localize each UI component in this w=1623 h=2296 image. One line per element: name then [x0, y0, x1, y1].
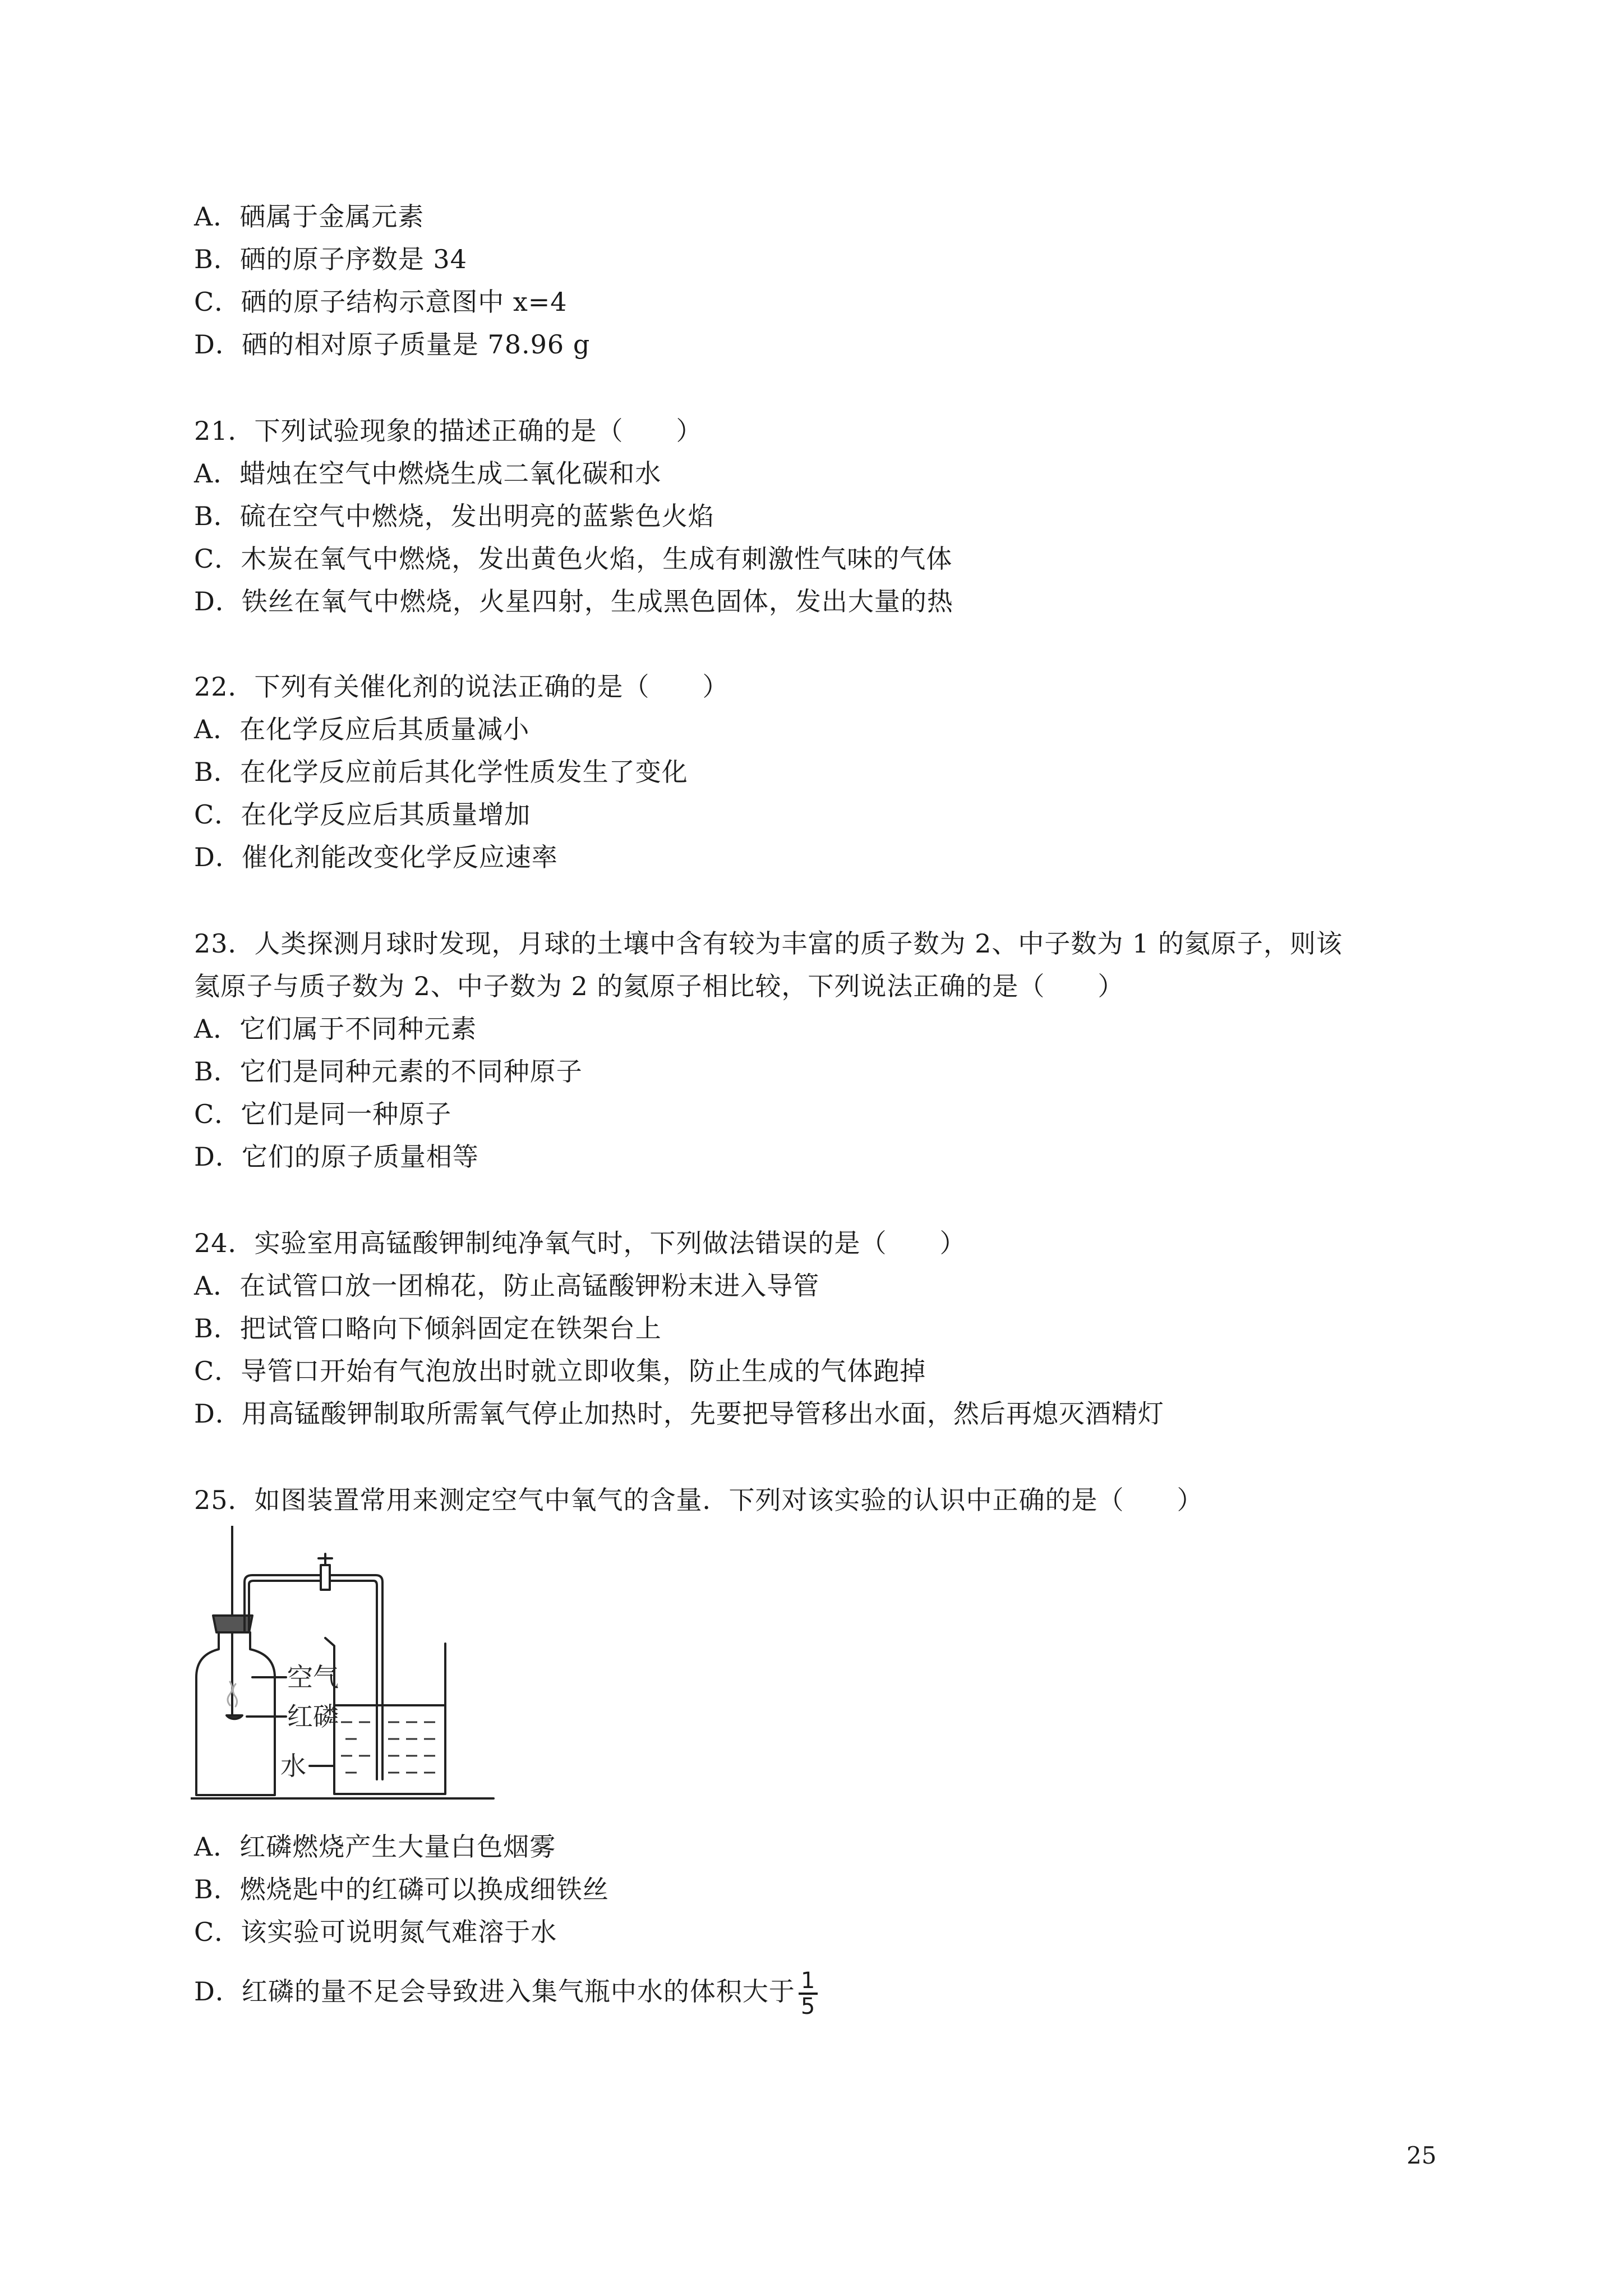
beaker	[325, 1638, 445, 1794]
q25-option-d	[194, 1969, 818, 2018]
oxygen-content-apparatus-figure	[191, 1526, 505, 1818]
q22-stem: 22．下列有关催化剂的说法正确的是（ ）	[194, 671, 729, 702]
q23-option-b: B．它们是同种元素的不同种原子	[194, 1056, 583, 1087]
q25-option-b: B．燃烧匙中的红磷可以换成细铁丝	[194, 1874, 609, 1904]
q24-stem: 24．实验室用高锰酸钾制纯净氧气时，下列做法错误的是（ ）	[194, 1228, 966, 1258]
label-water: 水	[280, 1751, 306, 1781]
q21-option-b: B．硫在空气中燃烧，发出明亮的蓝紫色火焰	[194, 501, 714, 531]
q24-option-b: B．把试管口略向下倾斜固定在铁架台上	[194, 1313, 662, 1343]
label-red-phosphorus: 红磷	[287, 1701, 339, 1732]
q20-option-b: B．硒的原子序数是 34	[194, 244, 467, 274]
q25-option-c: C．该实验可说明氮气难溶于水	[194, 1917, 557, 1947]
q21-option-d: D．铁丝在氧气中燃烧，火星四射，生成黑色固体，发出大量的热	[194, 586, 953, 616]
q21-stem: 21．下列试验现象的描述正确的是（ ）	[194, 416, 703, 446]
q20-option-a: A．硒属于金属元素	[194, 201, 425, 232]
one-fifth-fraction	[799, 1969, 818, 2018]
q21-option-a: A．蜡烛在空气中燃烧生成二氧化碳和水	[194, 458, 662, 489]
q22-option-a: A．在化学反应后其质量减小	[194, 714, 530, 744]
combustion-spoon	[227, 1715, 242, 1719]
page-number: 25	[1407, 2142, 1437, 2169]
q24-option-c: C．导管口开始有气泡放出时就立即收集，防止生成的气体跑掉	[194, 1356, 926, 1386]
q22-option-b: B．在化学反应前后其化学性质发生了变化	[194, 757, 688, 787]
q25-option-d-text: D．红磷的量不足会导致进入集气瓶中水的体积大于	[194, 1976, 795, 2007]
q25-option-a: A．红磷燃烧产生大量白色烟雾	[194, 1832, 556, 1862]
q22-option-c: C．在化学反应后其质量增加	[194, 799, 531, 830]
label-air: 空气	[287, 1662, 339, 1692]
q24-option-a: A．在试管口放一团棉花，防止高锰酸钾粉末进入导管	[194, 1271, 820, 1301]
water-hatching	[341, 1722, 435, 1773]
q23-stem-line1: 23．人类探测月球时发现，月球的土壤中含有较为丰富的质子数为 2、中子数为 1 的氦原子，则该	[194, 928, 1343, 959]
stopper	[213, 1616, 252, 1632]
q23-stem-line2: 氦原子与质子数为 2、中子数为 2 的氦原子相比较，下列说法正确的是（ ）	[194, 971, 1124, 1001]
fraction-denominator: 5	[800, 1994, 816, 2019]
q23-option-d: D．它们的原子质量相等	[194, 1142, 479, 1172]
q25-stem: 25．如图装置常用来测定空气中氧气的含量．下列对该实验的认识中正确的是（ ）	[194, 1485, 1204, 1515]
q22-option-d: D．催化剂能改变化学反应速率	[194, 842, 558, 872]
q24-option-d: D．用高锰酸钾制取所需氧气停止加热时，先要把导管移出水面，然后再熄灭酒精灯	[194, 1398, 1164, 1429]
q20-option-c: C．硒的原子结构示意图中 x=4	[194, 287, 568, 317]
fraction-numerator: 1	[799, 1969, 818, 1995]
collection-bottle	[196, 1632, 275, 1795]
q21-option-c: C．木炭在氧气中燃烧，发出黄色火焰，生成有刺激性气味的气体	[194, 544, 953, 574]
q23-option-a: A．它们属于不同种元素	[194, 1014, 477, 1044]
q20-option-d: D．硒的相对原子质量是 78.96 g	[194, 329, 591, 360]
q23-option-c: C．它们是同一种原子	[194, 1099, 452, 1129]
